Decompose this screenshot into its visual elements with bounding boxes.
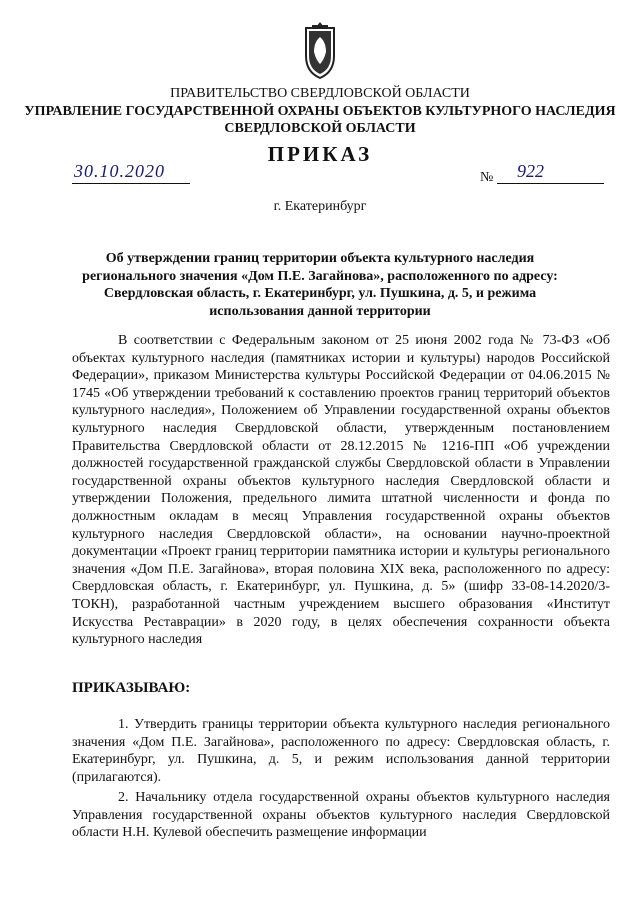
city: г. Екатеринбург [273, 199, 367, 214]
date-handwritten: 30.10.2020 [74, 161, 165, 181]
order-item-2: 2. Начальнику отдела государственной охраны объектов культурного наследия Управления государственной охраны объектов культурного наследия Свердловской области Н.Н. Кулевой обеспечить размещение информации [72, 790, 610, 841]
government-name: ПРАВИТЕЛЬСТВО СВЕРДЛОВСКОЙ ОБЛАСТИ [170, 86, 470, 101]
coat-of-arms-icon [300, 22, 340, 80]
department-name: УПРАВЛЕНИЕ ГОСУДАРСТВЕННОЙ ОХРАНЫ ОБЪЕКТОВ КУЛЬТУРНОГО НАСЛЕДИЯ СВЕРДЛОВСКОЙ ОБЛАСТИ [24, 104, 616, 136]
number-handwritten: 922 [517, 161, 544, 181]
document-number [497, 163, 604, 184]
document-date [72, 163, 190, 184]
number-label: № [480, 170, 494, 185]
preamble-paragraph: В соответствии с Федеральным законом от 25 июня 2002 года № 73-ФЗ «Об объектах культурного наследия (памятниках истории и культуры) народов Российской Федерации», приказом Министерства культуры Российской Федерации от 04.06.2015 № 1745 «Об утверждении требований к составлению проектов границ территорий объектов культурного наследия», Положением об Управлении государственной охраны объектов культурного наследия Свердловской области, утвержденным постановлением Правительства Свердловской области от 28.12.2015 № 1216-ПП «Об учреждении должностей государственной гражданской службы Свердловской области в Управлении государственной охраны объектов культурного наследия Свердловской области и утверждении Положения, предельного лимита штатной численности и фонда по должностным окладам в месяц Управления государственной охраны объектов культурного наследия Свердловской области», на основании научно-проектной документации «Проект границ территории памятника истории и культуры регионального значения «Дом П.Е. Загайнова», вторая половина XIX века, расположенного по адресу: Свердловская область, г. Екатеринбург, ул. Пушкина, д. 5» (шифр 33-08-14.2020/3-ТОКН), разработанной частным учреждением высшего образования «Институт Искусства Реставрации» в 2020 году, в целях обеспечения сохранности объекта культурного наследия [72, 333, 610, 648]
order-title: Об утверждении границ территории объекта культурного наследия регионального значения «Дом П.Е. Загайнова», расположенного по адресу: Свердловская область, г. Екатеринбург, ул. Пушкина, д. 5, и режима использования данной территории [82, 251, 558, 319]
document-type: ПРИКАЗ [267, 142, 373, 166]
order-item-1: 1. Утвердить границы территории объекта культурного наследия регионального значения «Дом П.Е. Загайнова», расположенного по адресу: Свердловская область, г. Екатеринбург, ул. Пушкина, д. 5, и режим использования данной территории (прилагаются). [72, 717, 610, 785]
order-word: ПРИКАЗЫВАЮ: [72, 680, 191, 696]
